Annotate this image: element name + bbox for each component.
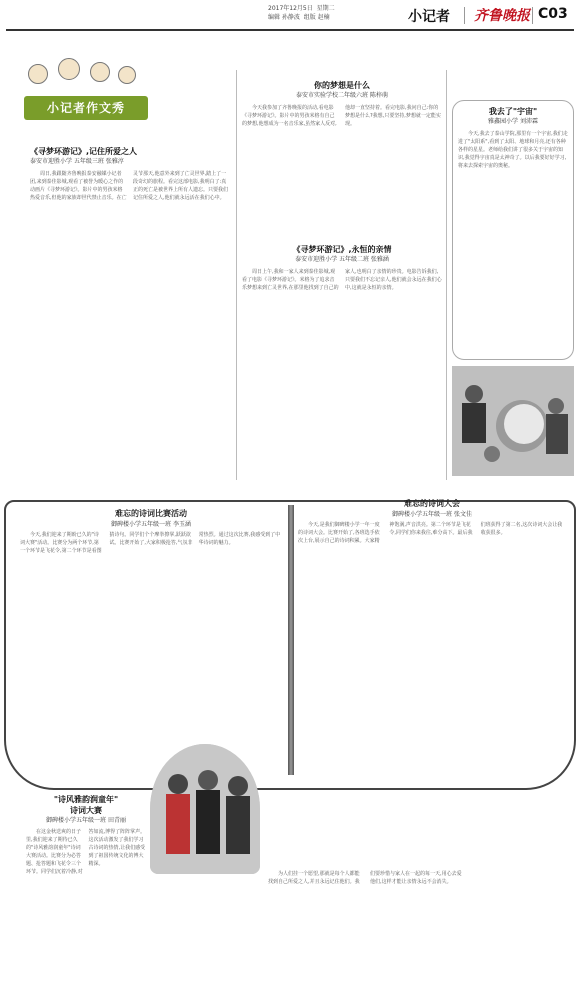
column-divider [236,70,237,480]
article-byline: 泰安市迎胜小学 五年级二班 张雅涵 [295,256,389,263]
badge-label: 小记者作文秀 [46,101,125,115]
kid-face-icon [90,62,110,82]
article-text: 今天我参加了齐鲁晚报的活动,看电影《寻梦环游记》。影片中的男孩米格有自己的梦想,他想成为一名音乐家,虽然家人反对,他却一直坚持着。看完电影,我问自己:你的梦想是什么?我想,只要坚持,梦想就一定能实现。 [242,105,441,127]
article-6 [298,498,566,778]
activity-photo [452,366,574,476]
article-title: 难忘的诗词比赛活动 [115,509,187,518]
article-5 [20,508,282,778]
kid-face-icon [118,66,136,84]
article-title: 我去了"宇宙" [488,107,538,116]
article-7-continued [268,870,568,988]
article-byline: 泰安市实验学校二年级六班 陈梓萌 [296,92,388,99]
kid-face-icon [58,58,80,80]
header-meta [268,4,408,22]
column-badge [6,56,166,136]
article-title: "诗风雅韵润童年" [53,795,119,804]
header-designer: 组版 赵楠 [303,14,330,21]
article-text: 周日上午,我和一家人来到泰佳影城,观看了电影《寻梦环游记》。米格为了追求音乐梦想来到亡灵世界,在那里他找到了自己的家人,也明白了亲情的珍贵。电影告诉我们,只要我们不忘记亲人,他们就会永远在我们心中,这就是永恒的亲情。 [242,269,442,291]
kid-face-icon [28,64,48,84]
newspaper-logo: 齐鲁晚报 [474,8,530,24]
article-title: 《寻梦环游记》,记住所爱之人 [30,147,138,156]
article-4 [242,244,442,484]
article-text: 在这金秋送爽的日子里,我们迎来了期待已久的"诗风雅韵润童年"诗词大赛活动。比赛分为必答题、抢答题和飞花令三个环节。同学们沉着冷静,对答如流,博得了阵阵掌声。这次活动激发了我们学习古诗词的热情,让我们感受到了祖国传统文化的博大精深。 [26,829,146,875]
article-body [242,268,442,478]
article-body [20,531,282,771]
article-1 [30,146,230,486]
article-byline: 雅鑫园小学 刘沛霖 [488,118,538,125]
article-byline: 御碑楼小学五年级一班 田青丽 [46,817,126,824]
article-title: 《寻梦环游记》,永恒的亲情 [292,245,392,254]
article-body [298,521,566,771]
section-name: 小记者 [408,9,450,25]
book-spine [288,505,294,775]
article-text: 周日,我跟随齐鲁晚报泰安融媒小记者团,来到泰佳影城,观看了被誉为暖心之作的动画片《寻梦环游记》。影片中的男孩米格热爱音乐,但他的家族却世代禁止音乐。在亡灵节那天,他意外来到了亡灵世界,踏上了一段奇幻的旅程。看完这部电影,我明白了:真正的死亡是被世界上所有人遗忘。只要我们记住所爱之人,他们就永远活在我们心中。 [30,171,229,201]
column-divider [446,70,447,480]
article-byline: 泰安市迎胜小学 五年级三班 张雅淳 [30,158,124,165]
article-body [242,104,442,234]
article-body [268,870,568,988]
article-body [26,828,146,978]
header-divider [532,7,533,24]
article-text: 为人们挂一个愿望,那就是每个人都能找到自己所爱之人,并且永远记住他们。我们要珍惜与家人在一起的每一天,用心去爱他们,这样才能让亲情永远不会消失。 [268,871,462,885]
competition-photo [150,744,260,874]
article-body [458,130,568,350]
article-byline: 御碑楼小学五年级一班 李玉涵 [111,521,191,528]
article-2 [242,80,442,240]
article-title-2: 诗词大赛 [70,806,102,815]
article-title: 难忘的诗词大会 [404,499,460,508]
article-text: 今天,是我们御碑楼小学一年一度的诗词大会。比赛开始了,各班选手依次上台,展示自己的诗词积累。大家精神饱满,声音洪亮。第二个环节是飞花令,同学们你来我往,难分高下。最后我们班获得了第二名,这次诗词大会让我收获很多。 [298,522,563,544]
article-7 [26,794,146,989]
header-weekday: 星期二 [316,5,335,12]
article-text: 今天,我们迎来了期盼已久的"诗词大赛"活动。比赛分为两个环节,第一个环节是飞花令,第二个环节是看图猜诗句。同学们个个摩拳擦掌,跃跃欲试。比赛开始了,大家积极抢答,气氛非常热烈。通过这次比赛,我感受到了中华诗词的魅力。 [20,532,281,554]
header-editor: 编辑 孙静波 [268,14,300,21]
page-number: C03 [538,6,568,22]
article-text: 今天,我去了泰山学院,那里有一个宇宙,我们走进了"太阳系",看到了太阳、地球和月亮,还有各种各样的星星。老师给我们讲了很多关于宇宙的知识,我觉得宇宙真是太神奇了。以后我要好好学习,将来去探索宇宙的奥秘。 [458,131,568,169]
header-rule [6,29,574,31]
article-body [30,170,230,486]
article-title: 你的梦想是什么 [314,81,370,90]
header-divider [464,7,465,24]
header-date: 2017年12月5日 [268,5,313,12]
article-3 [458,106,568,356]
article-byline: 御碑楼小学五年级一班 张文佳 [392,511,472,518]
